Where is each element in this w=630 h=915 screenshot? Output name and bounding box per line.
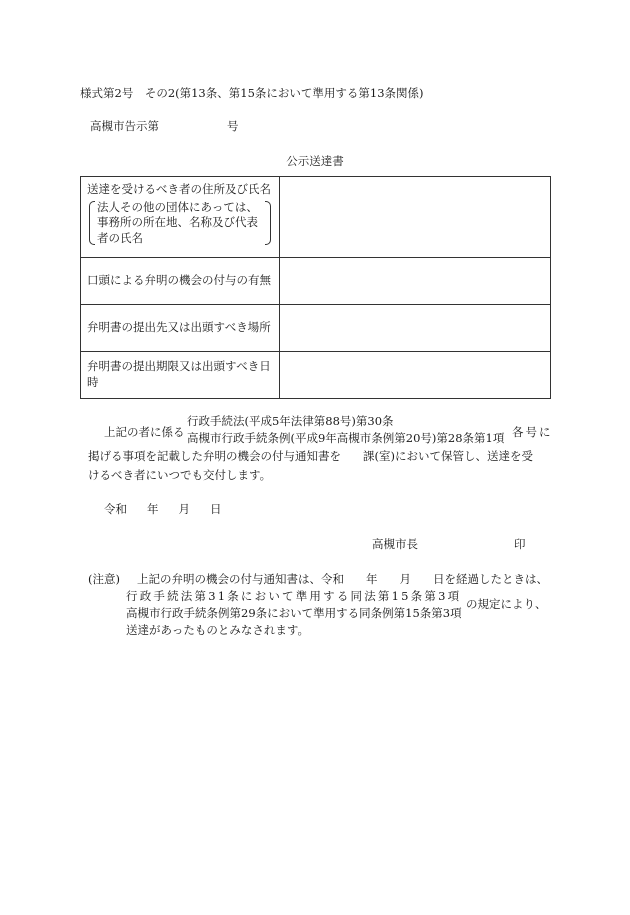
- date-line: [104, 502, 222, 518]
- note-law-option-1: 行政手続法第31条において準用する同法第15条第3項: [126, 589, 462, 603]
- note-month: 月: [399, 572, 411, 586]
- note-line-1a: 上記の弁明の機会の付与通知書は、令和: [137, 572, 344, 586]
- corporation-note: 法人その他の団体にあっては、事務所の所在地、名称及び代表者の氏名: [89, 200, 273, 247]
- date-year: 年: [147, 502, 159, 516]
- note-law-option-2: 高槻市行政手続条例第29条において準用する同条例第15条第3項: [126, 606, 462, 620]
- date-month: 月: [178, 502, 190, 516]
- seal-mark: 印: [514, 537, 526, 551]
- submission-deadline-label: 弁明書の提出期限又は出頭すべき日時: [81, 352, 280, 399]
- submission-place-value-cell: [280, 305, 551, 352]
- submission-deadline-value-cell: [280, 352, 551, 399]
- document-title: 公示送達書: [286, 154, 344, 168]
- table-row: [81, 305, 551, 352]
- signature-line: [372, 537, 526, 553]
- body-line-3: けるべき者にいつでも交付します。: [88, 468, 272, 482]
- table-row: [81, 352, 551, 399]
- body-line-2b: 課(室)において保管し、送達を受: [363, 449, 533, 463]
- note-line-1: [137, 572, 548, 588]
- law-option-1: 行政手続法(平成5年法律第88号)第30条: [187, 414, 394, 428]
- body-line-2a: 掲げる事項を記載した弁明の機会の付与通知書を: [88, 449, 341, 463]
- table-row: [81, 177, 551, 258]
- body-line-2: [88, 449, 533, 465]
- recipient-value-cell: [280, 177, 551, 258]
- notice-number-line: [90, 119, 239, 135]
- form-number: 様式第2号 その2(第13条、第15条において準用する第13条関係): [80, 86, 424, 100]
- note-line-1b: 日を経過したときは、: [433, 572, 548, 586]
- note-year: 年: [366, 572, 378, 586]
- oral-hearing-label: 口頭による弁明の機会の付与の有無: [81, 258, 280, 305]
- date-day: 日: [210, 502, 222, 516]
- notice-table: [80, 176, 551, 399]
- recipient-label: 送達を受けるべき者の住所及び氏名: [87, 182, 271, 196]
- date-era: 令和: [104, 502, 127, 516]
- note-provision-text: の規定により、: [466, 597, 547, 611]
- body-each-text: 各号に: [512, 425, 553, 439]
- oral-hearing-value-cell: [280, 258, 551, 305]
- notice-suffix: 号: [227, 119, 239, 133]
- submission-place-label: 弁明書の提出先又は出頭すべき場所: [81, 305, 280, 352]
- notice-prefix: 高槻市告示第: [90, 119, 159, 133]
- mayor-title: 高槻市長: [372, 537, 418, 551]
- note-label: (注意): [88, 572, 120, 586]
- body-lead-text: 上記の者に係る: [104, 425, 185, 439]
- recipient-label-cell: [81, 177, 280, 258]
- table-row: [81, 258, 551, 305]
- law-option-2: 高槻市行政手続条例(平成9年高槻市条例第20号)第28条第1項: [187, 431, 505, 445]
- note-line-4: 送達があったものとみなされます。: [126, 623, 309, 637]
